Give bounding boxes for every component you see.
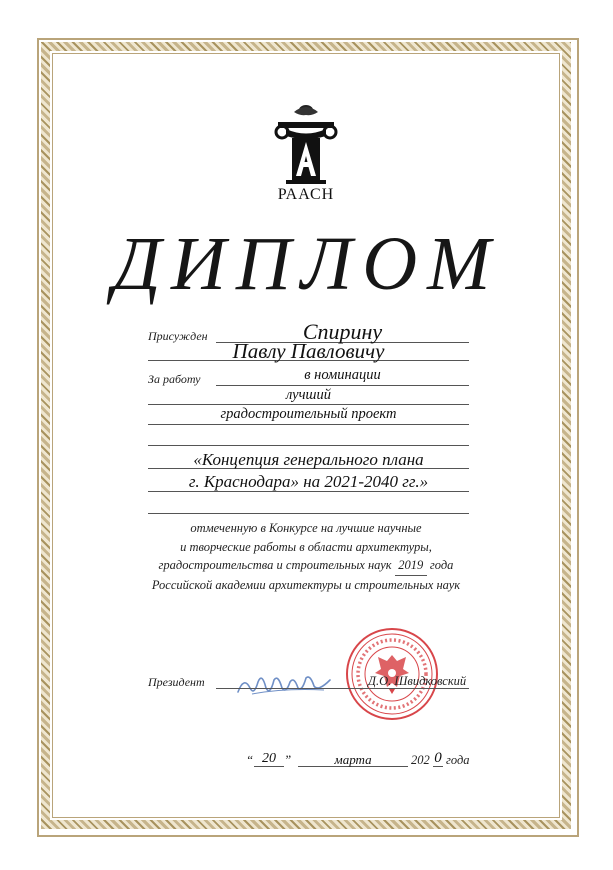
description-line-2: и творческие работы в области архитектуры, xyxy=(180,539,432,554)
president-label: Президент xyxy=(148,675,205,689)
description-line-3-suffix: года xyxy=(429,558,454,572)
president-name: Д.О. Швидковский xyxy=(368,674,467,688)
work-line-7 xyxy=(148,513,469,514)
work-line-1 xyxy=(216,385,469,386)
diploma-title: ДИПЛОМ xyxy=(112,222,501,306)
work-line-2 xyxy=(148,404,469,405)
date-year-suffix: года xyxy=(446,753,470,767)
work-label: За работу xyxy=(148,372,201,386)
date-month: марта xyxy=(334,752,372,767)
award-description xyxy=(132,519,480,594)
project-title-line-2: г. Краснодара» на 2021-2040 гг.» xyxy=(188,472,429,491)
date-quote-open: “ xyxy=(246,752,254,767)
description-line-1: отмеченную в Конкурсе на лучшие научные xyxy=(190,521,422,535)
logo-caption: РААСН xyxy=(277,186,335,203)
work-category-detail: градостроительный проект xyxy=(220,406,397,422)
work-category: лучший xyxy=(286,387,331,403)
competition-year: 2019 xyxy=(395,556,427,576)
description-line-4: Российской академии архитектуры и строительных наук xyxy=(151,577,461,592)
date-year-digit: 0 xyxy=(434,750,442,766)
date-year-prefix: 202 xyxy=(411,753,430,767)
description-line-3-prefix: градостроительства и строительных наук xyxy=(158,558,392,572)
awarded-label: Присужден xyxy=(148,329,208,343)
work-line-3 xyxy=(148,424,469,425)
date-year-line xyxy=(433,766,443,767)
date-day: 20 xyxy=(262,751,276,766)
recipient-name: Павлу Павловичу xyxy=(232,339,385,363)
work-nomination: в номинации xyxy=(304,367,381,383)
project-title-line-1: «Концепция генерального плана xyxy=(193,450,424,469)
work-line-4 xyxy=(148,445,469,446)
president-signature-icon xyxy=(234,666,334,700)
date-quote-close: ” xyxy=(284,752,292,767)
recipient-surname: Спирину xyxy=(302,319,383,344)
description-line-3 xyxy=(132,556,480,576)
